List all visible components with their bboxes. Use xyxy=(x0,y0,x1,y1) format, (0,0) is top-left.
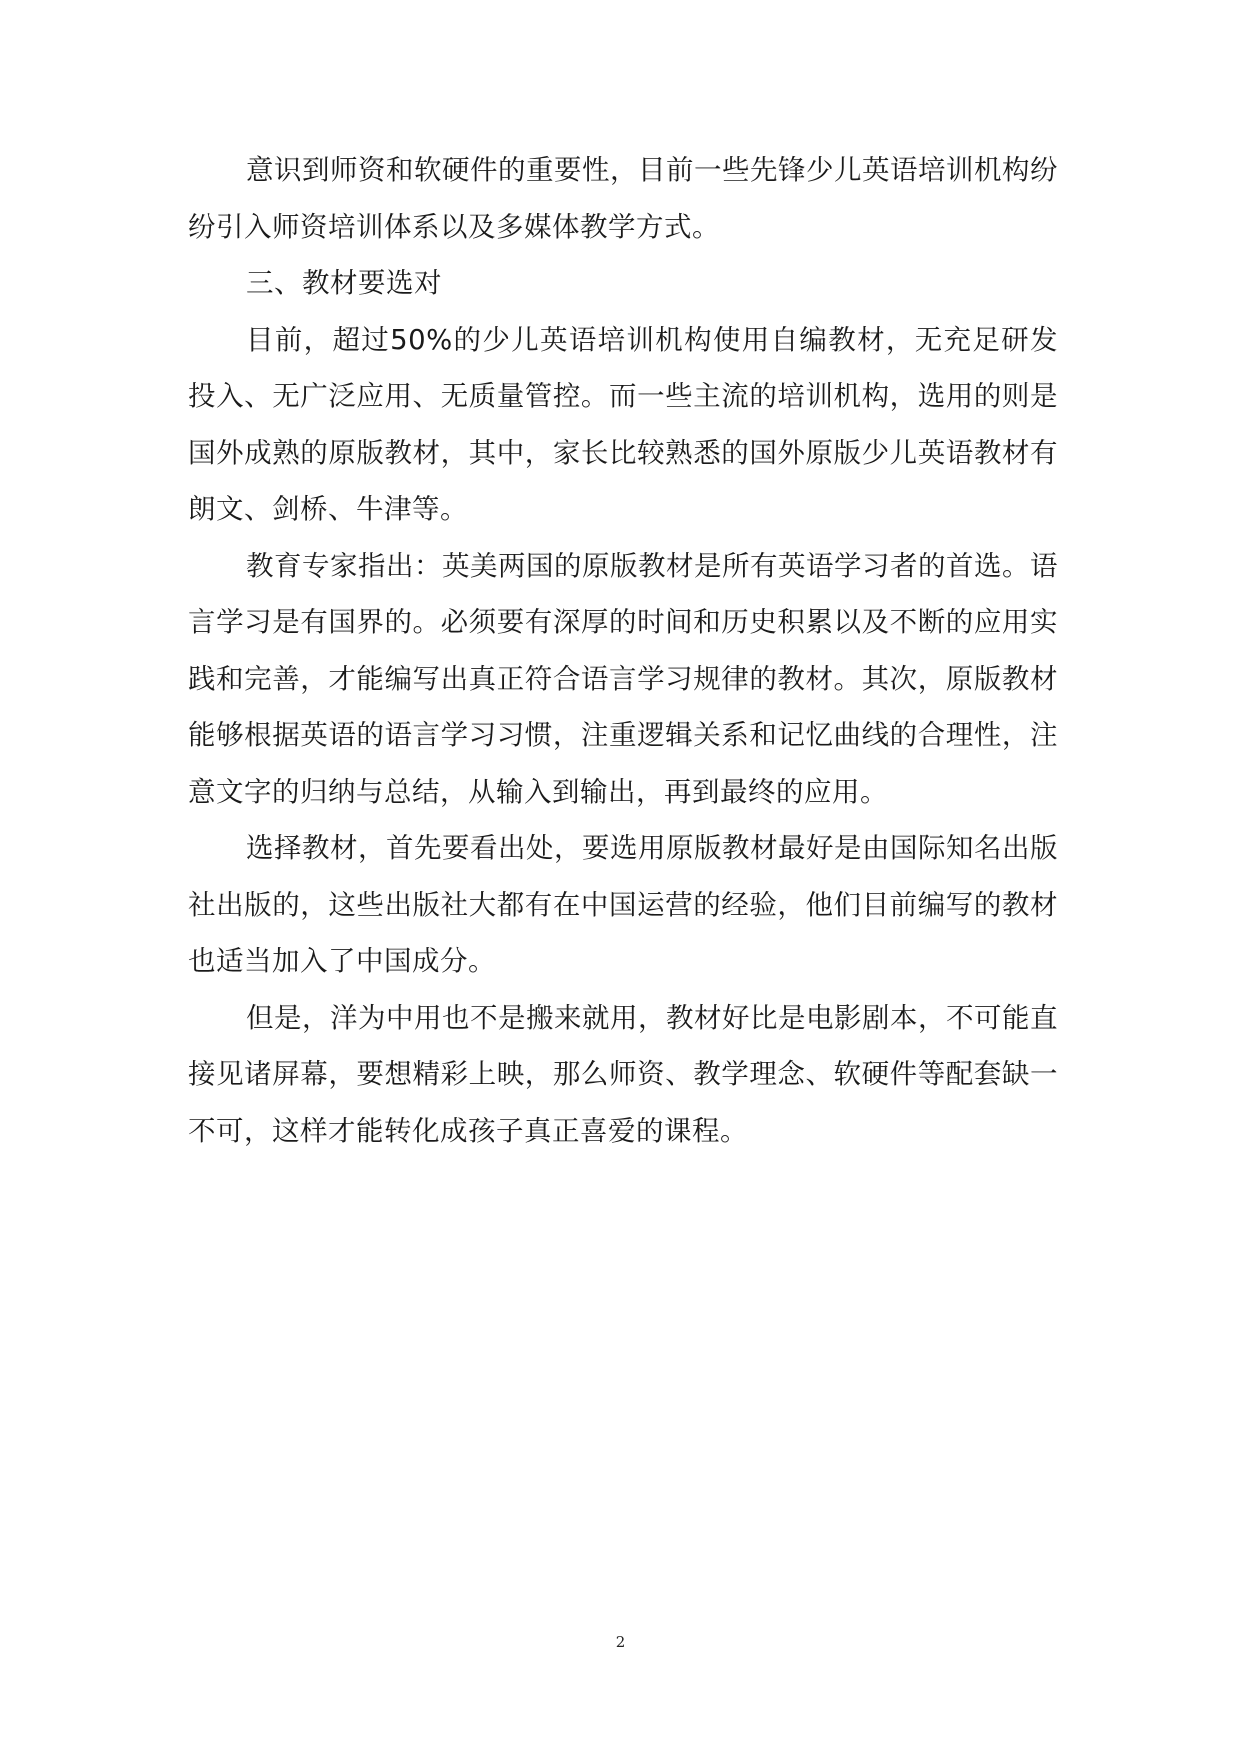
paragraph-expert-opinion: 教育专家指出：英美两国的原版教材是所有英语学习者的首选。语言学习是有国界的。必须要有深厚的时间和历史积累以及不断的应用实践和完善，才能编写出真正符合语言学习规律的教材。其次，原版教材能够根据英语的语言学习习惯，注重逻辑关系和记忆曲线的合理性，注意文字的归纳与总结，从输入到输出，再到最终的应用。 xyxy=(188,549,1058,808)
paragraph-choose-publisher: 选择教材，首先要看出处，要选用原版教材最好是由国际知名出版社出版的，这些出版社大都有在中国运营的经验，他们目前编写的教材也适当加入了中国成分。 xyxy=(188,832,1058,977)
paragraph-adaptation: 但是，洋为中用也不是搬来就用，教材好比是电影剧本，不可能直接见诸屏幕，要想精彩上映，那么师资、教学理念、软硬件等配套缺一不可，这样才能转化成孩子真正喜爱的课程。 xyxy=(188,1001,1058,1147)
page-number: 2 xyxy=(615,1633,626,1651)
section-heading-materials: 三、教材要选对 xyxy=(246,267,442,299)
paragraph-teachers-importance: 意识到师资和软硬件的重要性，目前一些先锋少儿英语培训机构纷纷引入师资培训体系以及多媒体教学方式。 xyxy=(188,154,1058,243)
paragraph-self-compiled-materials: 目前，超过50%的少儿英语培训机构使用自编教材，无充足研发投入、无广泛应用、无质量管控。而一些主流的培训机构，选用的则是国外成熟的原版教材，其中，家长比较熟悉的国外原版少儿英语教材有朗文、剑桥、牛津等。 xyxy=(188,323,1058,525)
body-text xyxy=(188,142,1058,1159)
